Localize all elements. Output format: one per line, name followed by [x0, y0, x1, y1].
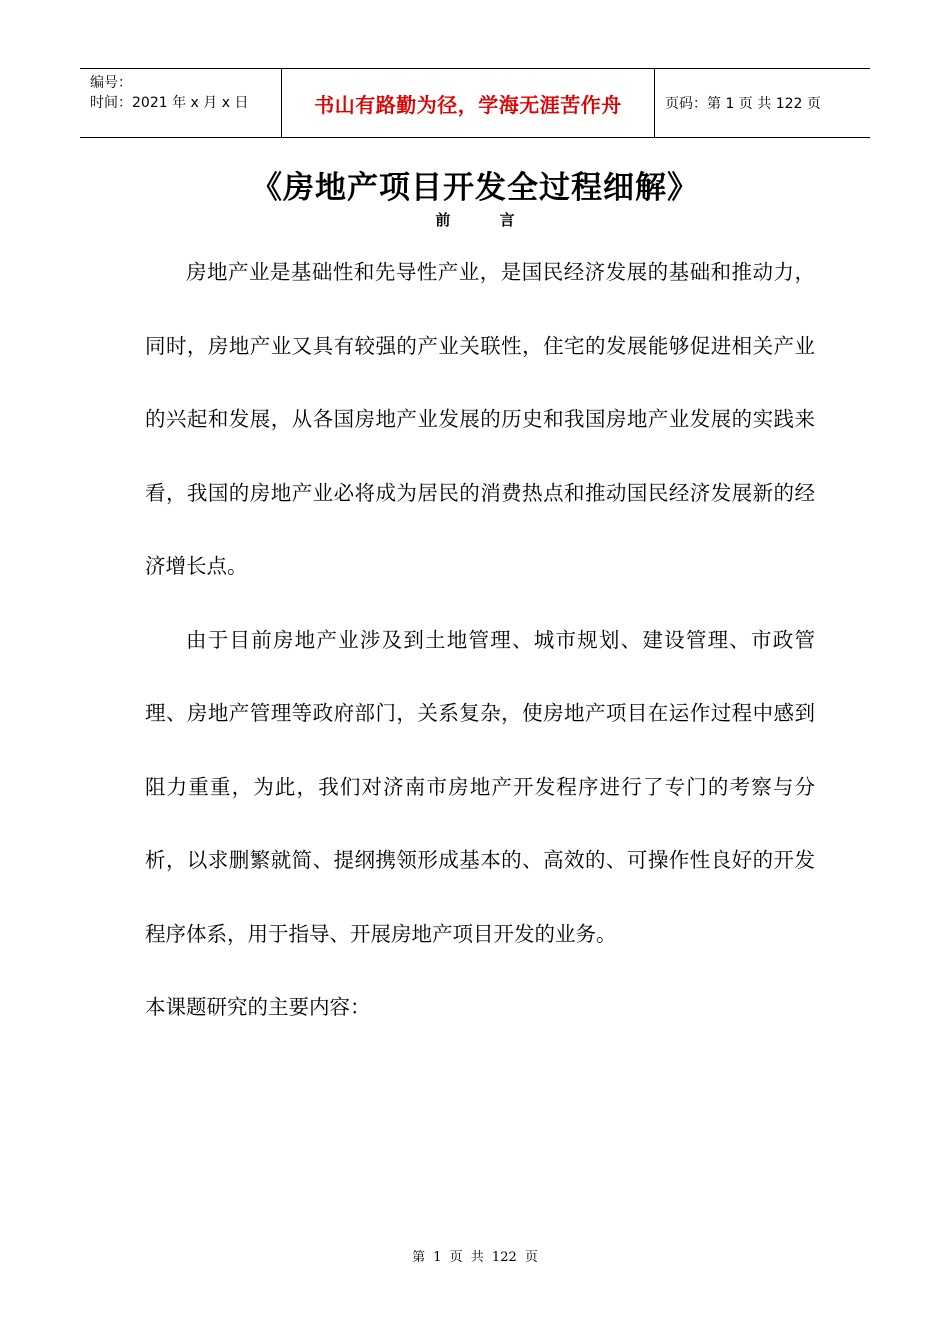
document-title: 《房地产项目开发全过程细解》 — [251, 170, 699, 206]
header-page-cell — [655, 69, 870, 137]
content-heading: 本课题研究的主要内容： — [145, 995, 371, 1019]
header-page-info: 页码：第 1 页 共 122 页 — [665, 96, 821, 112]
section-heading: 前 言 — [435, 211, 515, 229]
header-motto: 书山有路勤为径，学海无涯苦作舟 — [314, 92, 622, 117]
header-meta-cell — [80, 69, 282, 137]
body-paragraph: 房地产业是基础性和先导性产业，是国民经济发展的基础和推动力，同时，房地产业又具有较强的产业关联性，住宅的发展能够促进相关产业的兴起和发展，从各国房地产业发展的历史和我国房地产业发展的实践来看，我国的房地产业必将成为居民的消费热点和推动国民经济发展新的经济增长点。 — [145, 260, 815, 578]
body-paragraph: 由于目前房地产业涉及到土地管理、城市规划、建设管理、市政管理、房地产管理等政府部门，关系复杂，使房地产项目在运作过程中感到阻力重重，为此，我们对济南市房地产开发程序进行了专门的考察与分析，以求删繁就简、提纲携领形成基本的、高效的、可操作性良好的开发程序体系，用于指导、开展房地产项目开发的业务。 — [145, 627, 815, 946]
document-time-label: 时间：2021 年 x 月 x 日 — [90, 95, 249, 111]
document-header — [80, 68, 870, 138]
page-footer: 第 1 页 共 122 页 — [412, 1250, 538, 1265]
document-number-label: 编号： — [90, 75, 132, 91]
document-body — [145, 236, 815, 1045]
header-motto-cell — [282, 69, 655, 137]
